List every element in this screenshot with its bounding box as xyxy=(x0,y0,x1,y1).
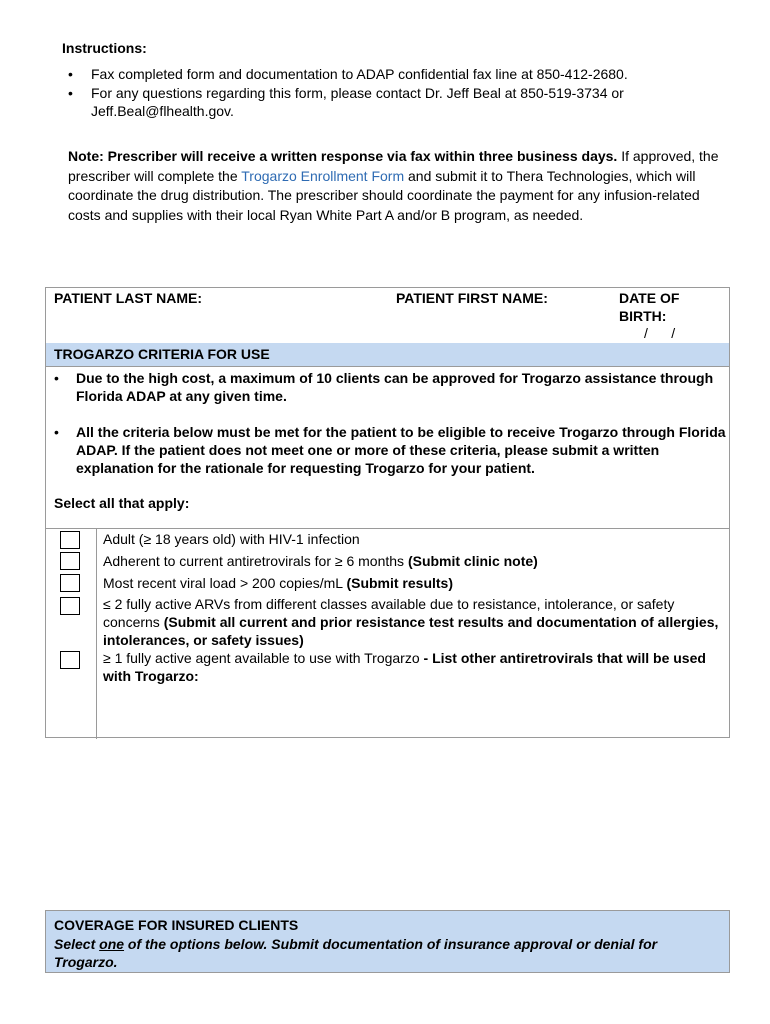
dob-label-1: DATE OF xyxy=(619,290,680,306)
option-active-agent xyxy=(103,649,725,685)
coverage-table xyxy=(45,910,730,973)
criteria-text: Due to the high cost, a maximum of 10 clients can be approved for Trogarzo assistance through Florida ADAP at any given time. xyxy=(76,370,714,404)
instruction-bullet-fax xyxy=(68,65,728,83)
criteria-bullet-requirements xyxy=(54,423,724,477)
dob-slashes[interactable]: / / xyxy=(644,325,676,341)
instruction-bullet-contact xyxy=(68,84,728,120)
option-bold: (Submit clinic note) xyxy=(407,553,538,569)
option-adherent xyxy=(103,552,725,570)
criteria-header: TROGARZO CRITERIA FOR USE xyxy=(54,346,270,362)
checkbox-adult-hiv[interactable] xyxy=(60,531,80,549)
trogarzo-enrollment-link[interactable]: Trogarzo Enrollment Form xyxy=(241,167,405,184)
criteria-table xyxy=(45,287,730,738)
criteria-options xyxy=(46,528,729,739)
patient-last-name-label: PATIENT LAST NAME: xyxy=(54,290,203,306)
instruction-text: Fax completed form and documentation to ADAP confidential fax line at 850-412-2680. xyxy=(91,66,628,82)
criteria-header-band xyxy=(46,343,729,367)
instruction-text: For any questions regarding this form, please contact Dr. Jeff Beal at 850-519-3734 or Jeff.Beal@flhealth.gov. xyxy=(91,85,624,119)
criteria-bullet-cost xyxy=(54,369,724,405)
criteria-text: All the criteria below must be met for the patient to be eligible to receive Trogarzo through Florida ADAP. If the patient does not meet one or more of these criteria, please submit a written explanation for the rationale for requesting Trogarzo for your patient. xyxy=(76,424,726,476)
note-text-2: and submit it to Thera Technologies, which will coordinate the drug distribution. The prescriber should coordinate the payment for any infusion-related costs and supplies with their local Ryan White Part A and/or B program, as needed. xyxy=(68,167,700,223)
bullet-dot: • xyxy=(54,424,59,440)
option-adult-hiv xyxy=(103,530,725,548)
instructions-title: Instructions: xyxy=(62,40,147,56)
option-text: ≥ 1 fully active agent available to use with Trogarzo xyxy=(103,650,424,666)
patient-first-name-label: PATIENT FIRST NAME: xyxy=(396,290,548,306)
option-text: Adult (≥ 18 years old) with HIV-1 infection xyxy=(103,531,360,547)
column-divider xyxy=(96,529,97,739)
option-text: Most recent viral load > 200 copies/mL xyxy=(103,575,347,591)
coverage-sub-underline: one xyxy=(99,936,125,952)
option-viral-load xyxy=(103,574,725,592)
select-all-label: Select all that apply: xyxy=(54,495,190,511)
option-bold: (Submit results) xyxy=(346,575,454,591)
note-paragraph xyxy=(68,147,728,225)
option-arvs xyxy=(103,595,725,649)
option-bold: - List other antiretrovirals that will be used with Trogarzo: xyxy=(103,650,706,684)
dob-label-2: BIRTH: xyxy=(619,308,667,324)
note-text-1: If approved, the prescriber will complete the xyxy=(68,148,719,184)
coverage-sub-post: of the options below. Submit documentation of insurance approval or denial for Trogarzo. xyxy=(54,936,658,970)
coverage-subtitle xyxy=(54,935,719,971)
checkbox-active-agent[interactable] xyxy=(60,651,80,669)
bullet-dot: • xyxy=(68,85,73,101)
checkbox-viral-load[interactable] xyxy=(60,574,80,592)
patient-info-row xyxy=(46,288,729,344)
option-text: Adherent to current antiretrovirals for ≥ 6 months xyxy=(103,553,408,569)
bullet-dot: • xyxy=(68,66,73,82)
checkbox-adherent[interactable] xyxy=(60,552,80,570)
option-bold: (Submit all current and prior resistance test results and documentation of allergies, intolerances, or safety issues) xyxy=(103,614,719,648)
checkbox-arvs[interactable] xyxy=(60,597,80,615)
note-bold: Note: Prescriber will receive a written response via fax within three business days. xyxy=(68,148,618,164)
bullet-dot: • xyxy=(54,370,59,386)
coverage-header: COVERAGE FOR INSURED CLIENTS xyxy=(54,917,299,933)
option-text: ≤ 2 fully active ARVs from different classes available due to resistance, intolerance, or safety concerns xyxy=(103,596,675,630)
coverage-sub-pre: Select xyxy=(54,936,100,952)
